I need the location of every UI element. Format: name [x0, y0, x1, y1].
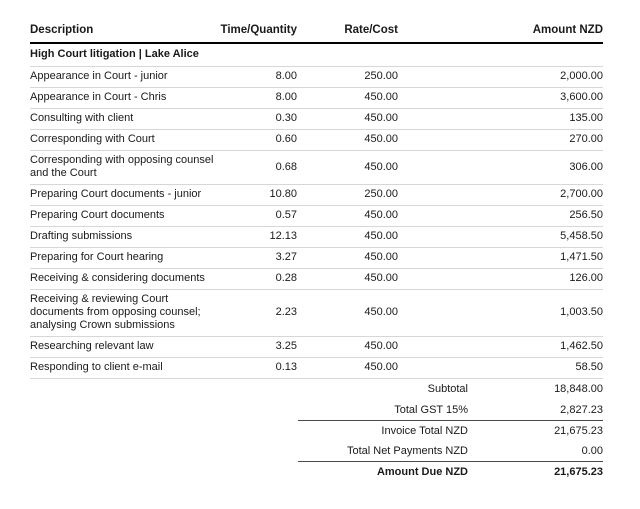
- item-description: Preparing for Court hearing: [30, 248, 220, 269]
- item-amount: 256.50: [398, 206, 603, 227]
- summary-row-invoice-total: [298, 420, 603, 441]
- table-row: [30, 151, 603, 185]
- item-amount: 2,000.00: [398, 67, 603, 88]
- summary-row-subtotal: [298, 379, 603, 400]
- item-time-quantity: 3.25: [220, 337, 297, 358]
- item-rate-cost: 450.00: [297, 227, 398, 248]
- table-body: [30, 43, 603, 379]
- item-description: Responding to client e-mail: [30, 358, 220, 379]
- table-row: [30, 88, 603, 109]
- item-amount: 1,462.50: [398, 337, 603, 358]
- item-time-quantity: 0.30: [220, 109, 297, 130]
- summary-row-gst: [298, 400, 603, 421]
- invoice-total-label: Invoice Total NZD: [381, 424, 468, 437]
- line-items-table: [30, 24, 603, 379]
- subtotal-label: Subtotal: [427, 383, 468, 396]
- col-header-rate-cost: Rate/Cost: [297, 24, 398, 43]
- item-amount: 135.00: [398, 109, 603, 130]
- item-amount: 1,471.50: [398, 248, 603, 269]
- table-header: [30, 24, 603, 43]
- table-row: [30, 109, 603, 130]
- item-time-quantity: 3.27: [220, 248, 297, 269]
- amount-due-label: Amount Due NZD: [376, 465, 468, 478]
- table-row: [30, 227, 603, 248]
- item-rate-cost: 450.00: [297, 269, 398, 290]
- invoice-total-value: 21,675.23: [554, 424, 603, 437]
- gst-label: Total GST 15%: [394, 403, 468, 416]
- table-header-row: [30, 24, 603, 43]
- subtotal-value: 18,848.00: [554, 383, 603, 396]
- item-time-quantity: 0.13: [220, 358, 297, 379]
- item-time-quantity: 12.13: [220, 227, 297, 248]
- item-amount: 1,003.50: [398, 290, 603, 337]
- invoice-summary: [298, 379, 603, 482]
- item-amount: 306.00: [398, 151, 603, 185]
- item-time-quantity: 0.57: [220, 206, 297, 227]
- gst-value: 2,827.23: [560, 403, 603, 416]
- item-description: Receiving & reviewing Court documents from opposing counsel; analysing Crown submissions: [30, 290, 220, 337]
- item-time-quantity: 0.68: [220, 151, 297, 185]
- item-rate-cost: 450.00: [297, 206, 398, 227]
- item-time-quantity: 0.60: [220, 130, 297, 151]
- table-row: [30, 206, 603, 227]
- item-rate-cost: 450.00: [297, 88, 398, 109]
- item-rate-cost: 450.00: [297, 130, 398, 151]
- table-row: [30, 185, 603, 206]
- table-row: [30, 67, 603, 88]
- item-rate-cost: 450.00: [297, 290, 398, 337]
- net-payments-label: Total Net Payments NZD: [346, 444, 468, 457]
- table-row: [30, 248, 603, 269]
- section-header-label: High Court litigation | Lake Alice: [30, 43, 603, 67]
- item-description: Appearance in Court - junior: [30, 67, 220, 88]
- item-description: Receiving & considering documents: [30, 269, 220, 290]
- item-rate-cost: 450.00: [297, 151, 398, 185]
- item-description: Preparing Court documents - junior: [30, 185, 220, 206]
- item-amount: 58.50: [398, 358, 603, 379]
- table-row: [30, 358, 603, 379]
- net-payments-value: 0.00: [581, 444, 603, 457]
- table-row: [30, 337, 603, 358]
- summary-row-amount-due: [298, 461, 603, 482]
- item-time-quantity: 0.28: [220, 269, 297, 290]
- item-rate-cost: 250.00: [297, 67, 398, 88]
- item-amount: 126.00: [398, 269, 603, 290]
- item-rate-cost: 250.00: [297, 185, 398, 206]
- col-header-time-quantity: Time/Quantity: [220, 24, 297, 43]
- item-time-quantity: 2.23: [220, 290, 297, 337]
- item-amount: 3,600.00: [398, 88, 603, 109]
- item-description: Corresponding with opposing counsel and the Court: [30, 151, 220, 185]
- section-header-row: [30, 43, 603, 67]
- item-rate-cost: 450.00: [297, 337, 398, 358]
- item-rate-cost: 450.00: [297, 248, 398, 269]
- table-row: [30, 269, 603, 290]
- item-description: Preparing Court documents: [30, 206, 220, 227]
- item-amount: 5,458.50: [398, 227, 603, 248]
- table-row: [30, 130, 603, 151]
- item-description: Appearance in Court - Chris: [30, 88, 220, 109]
- col-header-description: Description: [30, 24, 220, 43]
- item-time-quantity: 10.80: [220, 185, 297, 206]
- item-rate-cost: 450.00: [297, 109, 398, 130]
- summary-row-net-payments: [298, 441, 603, 462]
- item-description: Drafting submissions: [30, 227, 220, 248]
- item-description: Researching relevant law: [30, 337, 220, 358]
- amount-due-value: 21,675.23: [554, 465, 603, 478]
- item-amount: 270.00: [398, 130, 603, 151]
- col-header-amount-nzd: Amount NZD: [398, 24, 603, 43]
- table-row: [30, 290, 603, 337]
- item-description: Corresponding with Court: [30, 130, 220, 151]
- item-time-quantity: 8.00: [220, 88, 297, 109]
- item-description: Consulting with client: [30, 109, 220, 130]
- item-amount: 2,700.00: [398, 185, 603, 206]
- item-rate-cost: 450.00: [297, 358, 398, 379]
- item-time-quantity: 8.00: [220, 67, 297, 88]
